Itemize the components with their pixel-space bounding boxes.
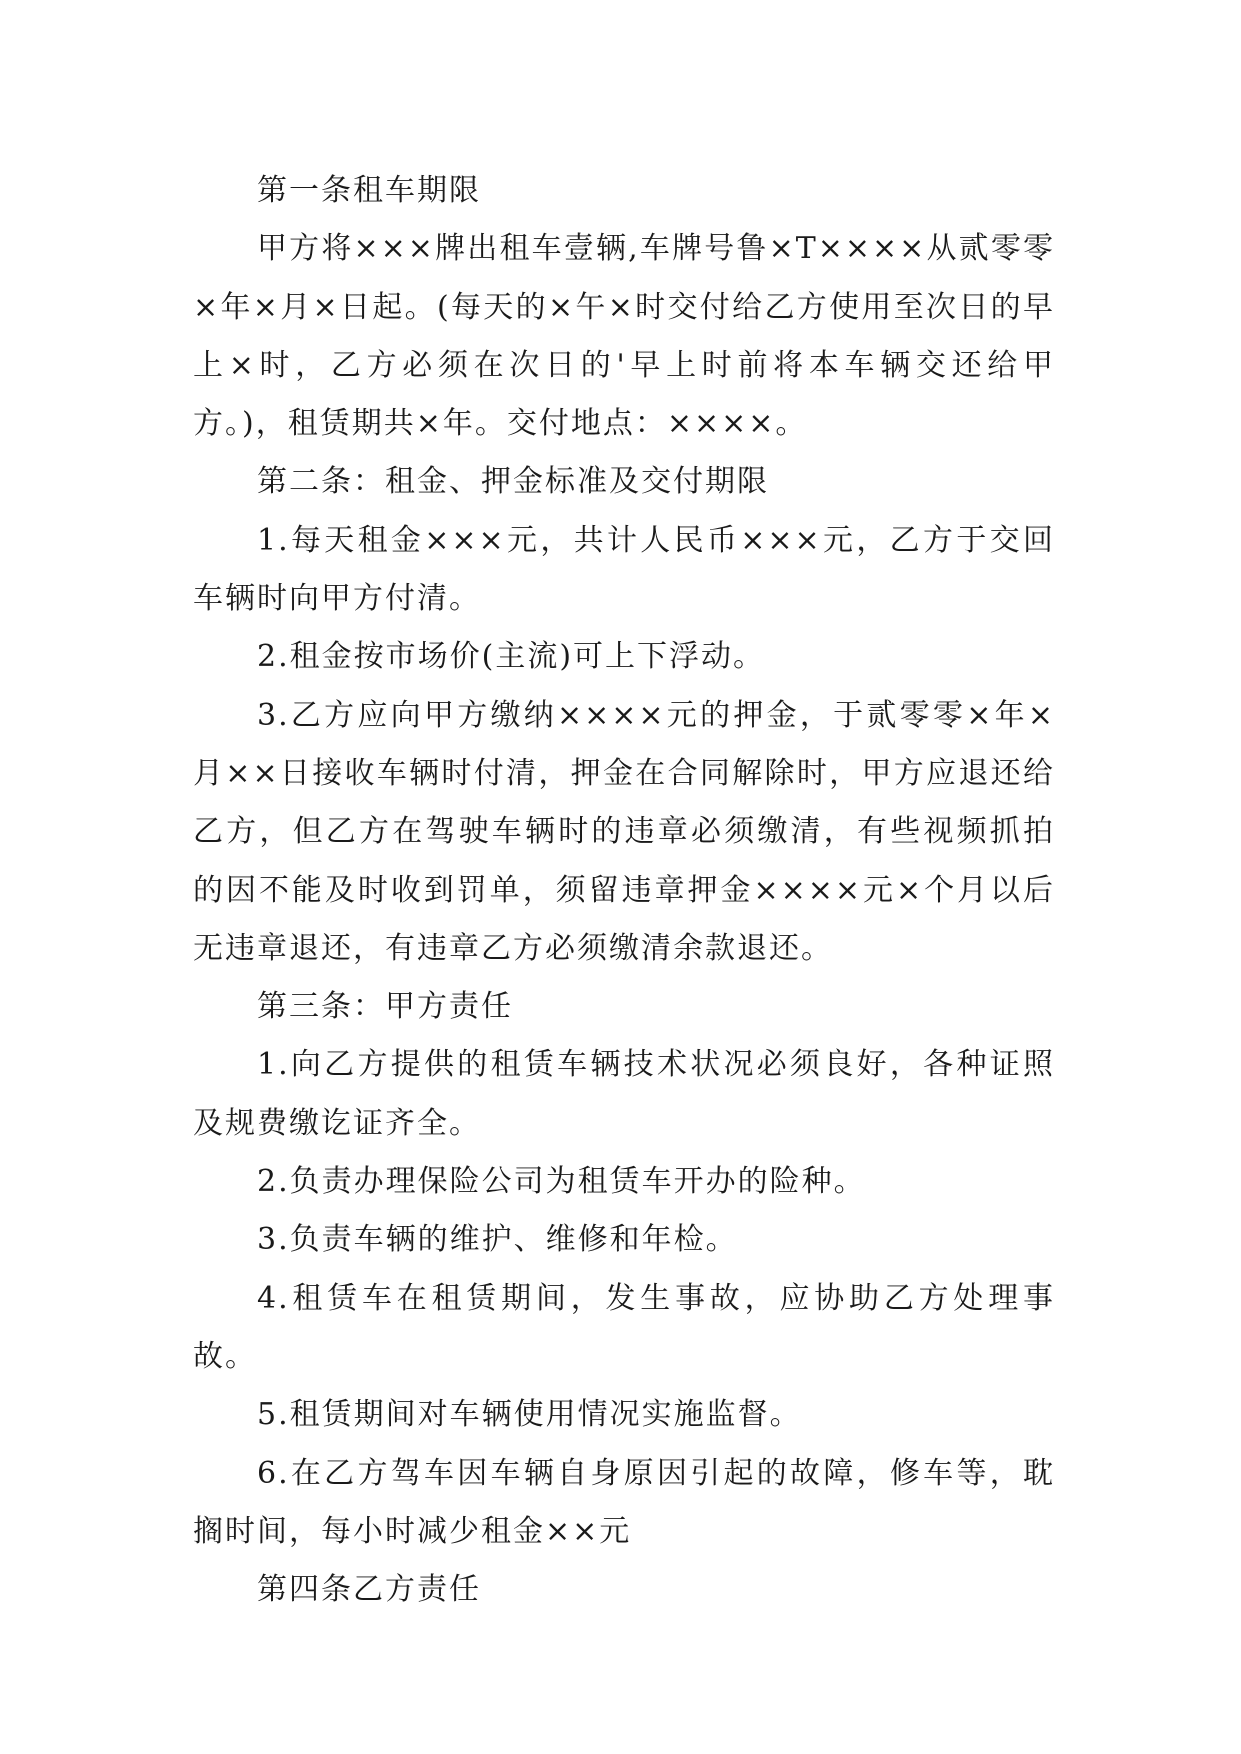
paragraph-rent-3: 3.乙方应向甲方缴纳××××元的押金，于贰零零×年×月××日接收车辆时付清，押金在合同解除时，甲方应退还给乙方，但乙方在驾驶车辆时的违章必须缴清，有些视频抓拍的因不能及时收到罚单，须留违章押金××××元×个月以后无违章退还，有违章乙方必须缴清余款退还。 xyxy=(193,697,1055,966)
section-heading-1: 第一条租车期限 xyxy=(257,173,481,208)
paragraph-party-a-1: 1.向乙方提供的租赁车辆技术状况必须良好，各种证照及规费缴讫证齐全。 xyxy=(193,1047,1055,1141)
section-heading-2: 第二条：租金、押金标准及交付期限 xyxy=(257,464,769,500)
paragraph-party-a-2: 2.负责办理保险公司为租赁车开办的险种。 xyxy=(257,1164,866,1200)
section-heading-3: 第三条：甲方责任 xyxy=(257,989,513,1025)
paragraph-party-a-5: 5.租赁期间对车辆使用情况实施监督。 xyxy=(257,1397,802,1433)
paragraph-rent-2: 2.租金按市场价(主流)可上下浮动。 xyxy=(257,639,766,675)
section-heading-4: 第四条乙方责任 xyxy=(257,1572,481,1608)
paragraph-rental-term: 甲方将×××牌出租车壹辆,车牌号鲁×T××××从贰零零×年×月×日起。(每天的×午×时交付给乙方使用至次日的早上×时，乙方必须在次日的'早上时前将本车辆交还给甲方。)，租赁期共×年。交付地点：××××。 xyxy=(193,231,1055,442)
paragraph-party-a-6: 6.在乙方驾车因车辆自身原因引起的故障，修车等，耽搁时间，每小时减少租金××元 xyxy=(193,1455,1055,1549)
document-body xyxy=(193,162,1055,1619)
paragraph-rent-1: 1.每天租金×××元，共计人民币×××元，乙方于交回车辆时向甲方付清。 xyxy=(193,522,1055,617)
paragraph-party-a-3: 3.负责车辆的维护、维修和年检。 xyxy=(257,1222,738,1258)
paragraph-party-a-4: 4.租赁车在租赁期间，发生事故，应协助乙方处理事故。 xyxy=(193,1280,1055,1374)
